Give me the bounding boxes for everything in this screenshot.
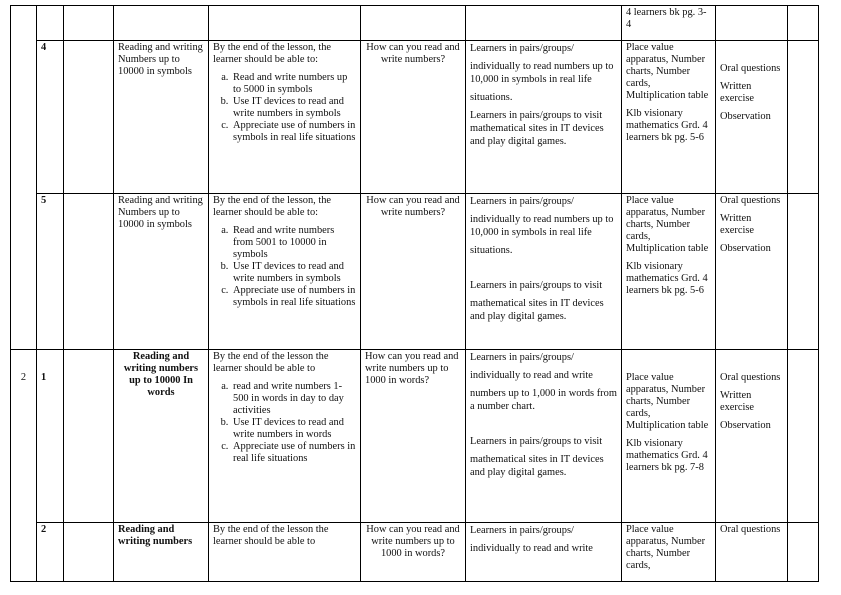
outcome-item: a. Read and write numbers up to 5000 in symbols	[231, 72, 356, 96]
resource-text: Klb visionary mathematics Grd. 4 learners bk pg. 5-6	[626, 108, 708, 143]
experience-text: individually to read and write	[470, 543, 593, 554]
resources-cell	[621, 40, 716, 194]
strand-cell	[63, 40, 114, 194]
assessment-cell	[715, 40, 788, 194]
inquiry-question: How can you read and write numbers up to 1000 in words?	[366, 524, 460, 559]
assessment-text: Oral questions	[720, 63, 781, 74]
inquiry-question: How can you read and write numbers?	[366, 42, 460, 65]
key-inquiry-cell	[360, 522, 466, 582]
resources-cell	[621, 522, 716, 582]
outcome-item: c. Appreciate use of numbers in symbols in real life situations	[231, 285, 356, 309]
assessment-text: Oral questions	[720, 524, 781, 535]
experience-text: situations.	[470, 92, 513, 103]
experience-text: Learners in pairs/groups to visit	[470, 280, 603, 291]
resources-cell	[621, 5, 716, 41]
assessment-cell	[715, 5, 788, 41]
assessment-text: Observation	[720, 243, 771, 254]
learning-experiences-cell	[465, 522, 622, 582]
experience-text: Learners in pairs/groups/	[470, 352, 574, 363]
experience-text: Learners in pairs/groups to visit mathematical sites in IT devices and play digital games.	[470, 110, 604, 147]
assessment-text: Written exercise	[720, 213, 755, 236]
key-inquiry-cell	[360, 40, 466, 194]
learning-outcomes-cell	[208, 40, 361, 194]
outcomes-intro: By the end of the lesson, the learner should be able to:	[213, 42, 332, 65]
sub-strand-cell	[113, 5, 209, 41]
outcomes-list	[213, 72, 356, 144]
reflection-cell	[787, 522, 819, 582]
experience-text: individually to read numbers up to 10,000 in symbols in real life	[470, 214, 614, 238]
sub-strand-cell	[113, 193, 209, 350]
learning-outcomes-cell	[208, 349, 361, 523]
sub-strand-cell	[113, 349, 209, 523]
resource-text: Klb visionary mathematics Grd. 4 learners bk pg. 5-6	[626, 261, 708, 296]
resources-cell	[621, 349, 716, 523]
outcome-item: c. Appreciate use of numbers in symbols in real life situations	[231, 120, 356, 144]
outcome-item: b. Use IT devices to read and write numbers in symbols	[231, 96, 356, 120]
assessment-cell	[715, 349, 788, 523]
learning-experiences-cell	[465, 193, 622, 350]
assessment-text: Written exercise	[720, 81, 755, 104]
learning-experiences-cell	[465, 349, 622, 523]
resource-text: Place value apparatus, Number charts, Number cards, Multiplication table	[626, 42, 709, 101]
strand-cell	[63, 5, 114, 41]
experience-text: numbers up to 1,000 in words from a number chart.	[470, 388, 617, 412]
outcomes-list	[213, 381, 356, 465]
key-inquiry-cell	[360, 349, 466, 523]
outcomes-intro: By the end of the lesson, the learner should be able to:	[213, 195, 332, 218]
sub-strand-text: Reading and writing Numbers up to 10000 in symbols	[118, 195, 203, 230]
reflection-cell	[787, 193, 819, 350]
assessment-text: Oral questions	[720, 372, 781, 383]
reflection-cell	[787, 40, 819, 194]
learning-outcomes-cell	[208, 5, 361, 41]
sub-strand-text: Reading and writing numbers	[118, 524, 193, 547]
assessment-text: Oral questions	[720, 195, 781, 206]
outcome-item: a. read and write numbers 1-500 in words in day to day activities	[231, 381, 356, 417]
experience-text: mathematical sites in IT devices and play digital games.	[470, 454, 604, 478]
lesson-cell	[36, 40, 64, 194]
reflection-cell	[787, 5, 819, 41]
week-cell	[10, 5, 37, 350]
sub-strand-cell	[113, 522, 209, 582]
outcomes-intro: By the end of the lesson the learner should be able to	[213, 524, 329, 547]
week-number: 2	[20, 372, 27, 383]
learning-experiences-cell	[465, 40, 622, 194]
inquiry-question: How can you read and write numbers?	[366, 195, 460, 218]
experience-text: individually to read numbers up to 10,000 in symbols in real life	[470, 61, 614, 85]
lesson-cell	[36, 5, 64, 41]
assessment-cell	[715, 522, 788, 582]
lesson-cell	[36, 349, 64, 523]
outcome-item: b. Use IT devices to read and write numbers in words	[231, 417, 356, 441]
resource-text: 4 learners bk pg. 3-4	[626, 7, 707, 30]
lesson-number: 1	[41, 372, 47, 383]
resource-text: Place value apparatus, Number charts, Number cards,	[626, 524, 706, 571]
experience-text: Learners in pairs/groups/	[470, 525, 574, 536]
lesson-number: 2	[41, 524, 47, 535]
assessment-text: Observation	[720, 420, 771, 431]
strand-cell	[63, 193, 114, 350]
experience-text: Learners in pairs/groups/	[470, 196, 574, 207]
sub-strand-text: Reading and writing numbers up to 10000 In words	[123, 351, 199, 398]
lesson-number: 4	[41, 42, 47, 53]
lesson-number: 5	[41, 195, 47, 206]
week-cell	[10, 349, 37, 582]
experience-text: Learners in pairs/groups to visit	[470, 436, 603, 447]
sub-strand-text: Reading and writing Numbers up to 10000 in symbols	[118, 42, 203, 77]
outcomes-intro: By the end of the lesson the learner should be able to	[213, 351, 329, 374]
outcome-item: a. Read and write numbers from 5001 to 10000 in symbols	[231, 225, 356, 261]
experience-text: Learners in pairs/groups/	[470, 43, 574, 54]
learning-outcomes-cell	[208, 193, 361, 350]
assessment-text: Observation	[720, 111, 771, 122]
resources-cell	[621, 193, 716, 350]
inquiry-question: How can you read and write numbers up to 1000 in words?	[365, 351, 459, 386]
learning-experiences-cell	[465, 5, 622, 41]
resource-text: Klb visionary mathematics Grd. 4 learners bk pg. 7-8	[626, 438, 708, 473]
sub-strand-cell	[113, 40, 209, 194]
assessment-text: Written exercise	[720, 390, 755, 413]
key-inquiry-cell	[360, 193, 466, 350]
experience-text: individually to read and write	[470, 370, 593, 381]
experience-text: situations.	[470, 245, 513, 256]
experience-text: mathematical sites in IT devices and play digital games.	[470, 298, 604, 322]
outcome-item: b. Use IT devices to read and write numbers in symbols	[231, 261, 356, 285]
outcomes-list	[213, 225, 356, 309]
strand-cell	[63, 349, 114, 523]
lesson-cell	[36, 193, 64, 350]
strand-cell	[63, 522, 114, 582]
assessment-cell	[715, 193, 788, 350]
learning-outcomes-cell	[208, 522, 361, 582]
key-inquiry-cell	[360, 5, 466, 41]
lesson-cell	[36, 522, 64, 582]
outcome-item: c. Appreciate use of numbers in real life situations	[231, 441, 356, 465]
reflection-cell	[787, 349, 819, 523]
resource-text: Place value apparatus, Number charts, Number cards, Multiplication table	[626, 372, 709, 431]
resource-text: Place value apparatus, Number charts, Number cards, Multiplication table	[626, 195, 709, 254]
